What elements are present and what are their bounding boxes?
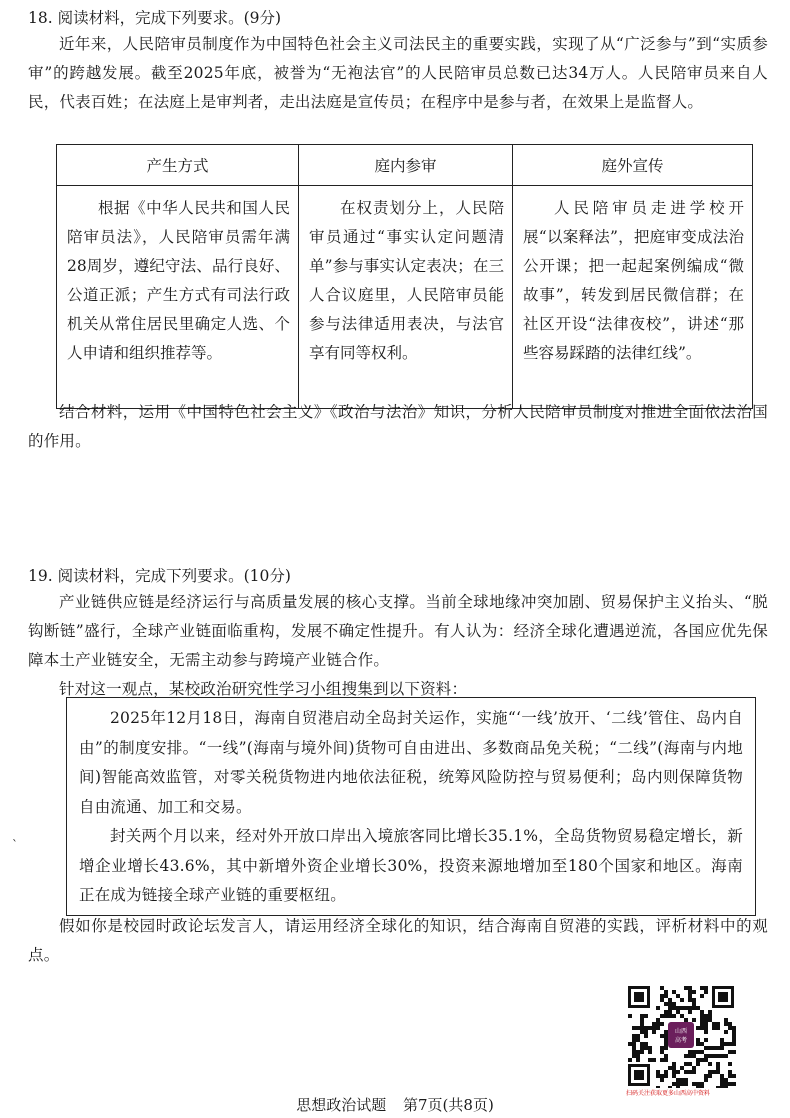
- qr-module: [668, 1010, 672, 1014]
- qr-module: [640, 1046, 644, 1050]
- qr-module: [684, 1078, 688, 1082]
- qr-module: [724, 1078, 728, 1082]
- qr-module: [684, 1006, 688, 1010]
- qr-module: [700, 1010, 704, 1014]
- qr-module: [704, 1030, 708, 1034]
- qr-module: [684, 1018, 688, 1022]
- qr-module: [696, 1062, 700, 1066]
- qr-module: [656, 1026, 660, 1030]
- qr-module: [700, 1014, 704, 1018]
- qr-module: [672, 990, 676, 994]
- qr-module: [724, 1022, 728, 1026]
- qr-module: [644, 1042, 648, 1046]
- qr-finder-top-left: [628, 986, 650, 1008]
- qr-module: [716, 1054, 720, 1058]
- qr-module: [664, 1010, 668, 1014]
- qr-module: [656, 1070, 660, 1074]
- qr-module: [680, 1066, 684, 1070]
- question-18-title: 18. 阅读材料，完成下列要求。(9分): [28, 9, 282, 27]
- qr-module: [660, 1046, 664, 1050]
- qr-module: [688, 1010, 692, 1014]
- qr-module: [680, 1014, 684, 1018]
- qr-module: [692, 1018, 696, 1022]
- qr-module: [728, 1042, 732, 1046]
- qr-module: [656, 1018, 660, 1022]
- qr-module: [684, 1070, 688, 1074]
- qr-module: [716, 1062, 720, 1066]
- qr-module: [732, 1038, 736, 1042]
- qr-module: [632, 1042, 636, 1046]
- qr-module: [664, 1042, 668, 1046]
- qr-module: [700, 1082, 704, 1086]
- qr-module: [664, 994, 668, 998]
- qr-module: [728, 1026, 732, 1030]
- qr-module: [672, 1006, 676, 1010]
- material-table-row: [57, 186, 753, 409]
- table-cell-out-court: 人民陪审员走进学校开展“以案释法”，把庭审变成法治公开课；把一起起案例编成“微故事”，转发到居民微信群；在社区开设“法律夜校”，讲述“那些容易踩踏的法律红线”。: [513, 186, 753, 409]
- qr-module: [636, 1050, 640, 1054]
- qr-module: [704, 1046, 708, 1050]
- qr-module: [632, 1038, 636, 1042]
- qr-module: [704, 1054, 708, 1058]
- qr-module: [672, 1014, 676, 1018]
- qr-module: [636, 1038, 640, 1042]
- qr-module: [656, 1022, 660, 1026]
- qr-module: [664, 1054, 668, 1058]
- page-footer: [0, 1094, 790, 1115]
- question-19-lead: 针对这一观点，某校政治研究性学习小组搜集到以下资料：: [59, 680, 468, 698]
- qr-module: [636, 1058, 640, 1062]
- qr-module: [644, 1030, 648, 1034]
- qr-module: [696, 1006, 700, 1010]
- qr-module: [668, 998, 672, 1002]
- qr-module: [660, 1078, 664, 1082]
- table-header-out-court: 庭外宣传: [513, 145, 753, 186]
- qr-center-logo: [668, 1022, 694, 1048]
- qr-module: [704, 1022, 708, 1026]
- qr-module: [704, 1078, 708, 1082]
- qr-module: [640, 1022, 644, 1026]
- qr-module: [728, 1062, 732, 1066]
- qr-module: [712, 1046, 716, 1050]
- qr-module: [664, 1034, 668, 1038]
- qr-module: [720, 1054, 724, 1058]
- qr-module: [664, 1070, 668, 1074]
- qr-module: [664, 990, 668, 994]
- qr-module: [704, 1014, 708, 1018]
- qr-module: [688, 1070, 692, 1074]
- qr-module: [660, 1014, 664, 1018]
- qr-module: [704, 1018, 708, 1022]
- qr-module: [708, 1062, 712, 1066]
- qr-module: [676, 1078, 680, 1082]
- question-18-intro: 近年来，人民陪审员制度作为中国特色社会主义司法民主的重要实践，实现了从“广泛参与”到“实质参审”的跨越发展。截至2025年底，被誉为“无袍法官”的人民陪审员总数已达34万人。人民陪审员来自人民，代表百姓；在法庭上是审判者，走出法庭是宣传员；在程序中是参与者，在效果上是监督人。: [28, 35, 768, 111]
- qr-module: [680, 998, 684, 1002]
- qr-module: [672, 1070, 676, 1074]
- qr-module: [692, 998, 696, 1002]
- qr-module: [720, 1082, 724, 1086]
- margin-mark: `: [12, 838, 18, 852]
- qr-module: [664, 1038, 668, 1042]
- table-header-in-court: 庭内参审: [299, 145, 513, 186]
- qr-module: [712, 1054, 716, 1058]
- qr-module: [656, 1006, 660, 1010]
- qr-module: [708, 1074, 712, 1078]
- qr-module: [728, 1022, 732, 1026]
- qr-module: [684, 1054, 688, 1058]
- qr-module: [732, 1082, 736, 1086]
- qr-module: [636, 1026, 640, 1030]
- qr-module: [660, 986, 664, 990]
- qr-module: [732, 1034, 736, 1038]
- qr-module: [680, 1006, 684, 1010]
- qr-module: [696, 1058, 700, 1062]
- qr-module: [672, 1062, 676, 1066]
- qr-module: [704, 1038, 708, 1042]
- qr-module: [696, 1038, 700, 1042]
- qr-module: [692, 1050, 696, 1054]
- qr-module: [688, 1006, 692, 1010]
- qr-module: [672, 1066, 676, 1070]
- qr-finder-top-right: [712, 986, 734, 1008]
- qr-module: [664, 1014, 668, 1018]
- qr-module: [712, 1026, 716, 1030]
- material-box-paragraph-1: 2025年12月18日，海南自贸港启动全岛封关运作，实施“‘一线’放开、‘二线’管住、岛内自由”的制度安排。“一线”(海南与境外间)货物可自由进出、多数商品免关税；“二线”(海南与内地间)智能高效监管，对零关税货物进内地依法征税，统筹风险防控与贸易便利；岛内则保障货物自由流通、加工和交易。: [79, 709, 743, 816]
- question-19-task-block: [28, 912, 768, 970]
- qr-module: [732, 1030, 736, 1034]
- qr-module: [644, 1034, 648, 1038]
- qr-module: [632, 1050, 636, 1054]
- qr-module: [716, 1066, 720, 1070]
- qr-module: [708, 1014, 712, 1018]
- qr-module: [704, 1074, 708, 1078]
- qr-module: [688, 998, 692, 1002]
- qr-module: [660, 998, 664, 1002]
- qr-module: [632, 1046, 636, 1050]
- qr-module: [716, 1070, 720, 1074]
- qr-module: [676, 1082, 680, 1086]
- material-table: [56, 144, 753, 409]
- qr-module: [692, 1070, 696, 1074]
- qr-module: [692, 1002, 696, 1006]
- qr-module: [724, 1042, 728, 1046]
- qr-module: [632, 1026, 636, 1030]
- qr-module: [640, 1042, 644, 1046]
- qr-module: [676, 1010, 680, 1014]
- qr-module: [680, 1078, 684, 1082]
- question-18: [28, 6, 768, 117]
- qr-module: [652, 1030, 656, 1034]
- qr-module: [728, 1074, 732, 1078]
- qr-module: [628, 1014, 632, 1018]
- qr-module: [664, 1058, 668, 1062]
- qr-module: [700, 1050, 704, 1054]
- qr-module: [696, 1082, 700, 1086]
- qr-module: [688, 994, 692, 998]
- qr-module: [668, 1006, 672, 1010]
- qr-finder-bottom-left: [628, 1064, 650, 1086]
- footer-subject: 思想政治试题: [296, 1096, 387, 1114]
- qr-module: [692, 1054, 696, 1058]
- qr-module: [660, 1050, 664, 1054]
- qr-module: [676, 1006, 680, 1010]
- qr-module: [692, 1082, 696, 1086]
- qr-module: [660, 1058, 664, 1062]
- qr-module: [704, 1058, 708, 1062]
- qr-module: [700, 986, 704, 990]
- qr-module: [724, 1082, 728, 1086]
- qr-module: [652, 1022, 656, 1026]
- qr-module: [732, 1026, 736, 1030]
- qr-module: [640, 1018, 644, 1022]
- qr-module: [652, 1058, 656, 1062]
- qr-module: [700, 1058, 704, 1062]
- qr-module: [720, 1046, 724, 1050]
- footer-page: 第7页(共8页): [403, 1096, 494, 1114]
- question-19-task: 假如你是校园时政论坛发言人，请运用经济全球化的知识，结合海南自贸港的实践，评析材料中的观点。: [28, 917, 768, 964]
- question-18-task-block: [28, 398, 768, 456]
- question-19-intro: 产业链供应链是经济运行与高质量发展的核心支撑。当前全球地缘冲突加剧、贸易保护主义抬头、“脱钩断链”盛行，全球产业链面临重构，发展不确定性提升。有人认为：经济全球化遭遇逆流，各国应优先保障本土产业链安全，无需主动参与跨境产业链合作。: [28, 593, 768, 669]
- qr-module: [716, 1046, 720, 1050]
- qr-module: [708, 1046, 712, 1050]
- qr-module: [728, 1050, 732, 1054]
- qr-module: [652, 1026, 656, 1030]
- qr-module: [720, 1042, 724, 1046]
- qr-module: [668, 1014, 672, 1018]
- table-cell-generation: 根据《中华人民共和国人民陪审员法》，人民陪审员需年满28周岁，遵纪守法、品行良好、公道正派；产生方式有司法行政机关从常住居民里确定人选、个人申请和组织推荐等。: [57, 186, 299, 409]
- qr-module: [720, 1038, 724, 1042]
- qr-module: [680, 1082, 684, 1086]
- qr-code[interactable]: [626, 984, 736, 1088]
- qr-module: [636, 1034, 640, 1038]
- qr-module: [660, 1022, 664, 1026]
- qr-module: [644, 1014, 648, 1018]
- qr-module: [688, 990, 692, 994]
- qr-module: [672, 1002, 676, 1006]
- qr-module: [700, 1026, 704, 1030]
- qr-module: [664, 1030, 668, 1034]
- qr-module: [632, 1034, 636, 1038]
- qr-module: [724, 1018, 728, 1022]
- question-18-task: 结合材料，运用《中国特色社会主义》《政治与法治》知识，分析人民陪审员制度对推进全面依法治国的作用。: [28, 403, 768, 450]
- qr-module: [728, 1070, 732, 1074]
- qr-module: [724, 1054, 728, 1058]
- qr-module: [648, 1050, 652, 1054]
- qr-module: [728, 1082, 732, 1086]
- material-box: [66, 697, 756, 916]
- qr-module: [664, 1002, 668, 1006]
- qr-module: [688, 1062, 692, 1066]
- qr-module: [696, 1026, 700, 1030]
- qr-module: [700, 1018, 704, 1022]
- qr-module: [676, 1070, 680, 1074]
- qr-module: [640, 1026, 644, 1030]
- qr-module: [640, 1030, 644, 1034]
- qr-module: [732, 1050, 736, 1054]
- qr-module: [684, 986, 688, 990]
- qr-module: [732, 1074, 736, 1078]
- qr-module: [644, 1026, 648, 1030]
- qr-module: [664, 1046, 668, 1050]
- qr-module: [704, 986, 708, 990]
- qr-module: [656, 1074, 660, 1078]
- qr-module: [700, 994, 704, 998]
- qr-module: [732, 1042, 736, 1046]
- qr-module: [660, 1074, 664, 1078]
- qr-module: [720, 1078, 724, 1082]
- qr-module: [632, 1054, 636, 1058]
- qr-module: [668, 1002, 672, 1006]
- qr-module: [700, 1042, 704, 1046]
- material-table-header-row: [57, 145, 753, 186]
- qr-module: [640, 1014, 644, 1018]
- qr-module: [648, 1026, 652, 1030]
- qr-module: [668, 1066, 672, 1070]
- qr-module: [688, 1050, 692, 1054]
- table-cell-in-court: 在权责划分上，人民陪审员通过“事实认定问题清单”参与事实认定表决；在三人合议庭里，人民陪审员能参与法律适用表决，与法官享有同等权利。: [299, 186, 513, 409]
- table-header-generation: 产生方式: [57, 145, 299, 186]
- qr-module: [692, 1006, 696, 1010]
- qr-module: [716, 1026, 720, 1030]
- qr-module: [672, 1082, 676, 1086]
- qr-module: [688, 1054, 692, 1058]
- qr-module: [684, 1082, 688, 1086]
- qr-module: [704, 990, 708, 994]
- qr-module: [708, 1054, 712, 1058]
- qr-module: [708, 1070, 712, 1074]
- qr-caption: 扫码关注获取更多山西高中资料: [626, 1090, 711, 1097]
- qr-module: [708, 1010, 712, 1014]
- qr-module: [716, 1022, 720, 1026]
- qr-module: [688, 986, 692, 990]
- qr-module: [692, 990, 696, 994]
- material-box-paragraph-2: 封关两个月以来，经对外开放口岸出入境旅客同比增长35.1%，全岛货物贸易稳定增长，新增企业增长43.6%，其中新增外资企业增长30%，投资来源地增加至180个国家和地区。海南正在成为链接全球产业链的重要枢纽。: [79, 827, 743, 904]
- qr-module: [712, 1022, 716, 1026]
- qr-module: [640, 1050, 644, 1054]
- qr-module: [696, 1042, 700, 1046]
- qr-module: [696, 1050, 700, 1054]
- question-19-title: 19. 阅读材料，完成下列要求。(10分): [28, 567, 291, 585]
- qr-module: [672, 1074, 676, 1078]
- question-19: [28, 564, 768, 704]
- qr-module: [692, 1066, 696, 1070]
- qr-module: [676, 994, 680, 998]
- qr-module: [660, 1034, 664, 1038]
- qr-module: [720, 1074, 724, 1078]
- qr-module: [708, 1018, 712, 1022]
- qr-module: [724, 1030, 728, 1034]
- qr-center-text-2: 高考: [674, 1037, 688, 1044]
- qr-module: [664, 1074, 668, 1078]
- qr-module: [644, 1046, 648, 1050]
- qr-module: [648, 1058, 652, 1062]
- qr-module: [660, 994, 664, 998]
- qr-module: [648, 1046, 652, 1050]
- qr-center-text-1: 山西: [674, 1028, 688, 1035]
- qr-module: [636, 1054, 640, 1058]
- qr-module: [712, 1070, 716, 1074]
- qr-module: [628, 1058, 632, 1062]
- qr-module: [700, 1022, 704, 1026]
- qr-module: [684, 1062, 688, 1066]
- qr-module: [628, 1042, 632, 1046]
- qr-module: [704, 1026, 708, 1030]
